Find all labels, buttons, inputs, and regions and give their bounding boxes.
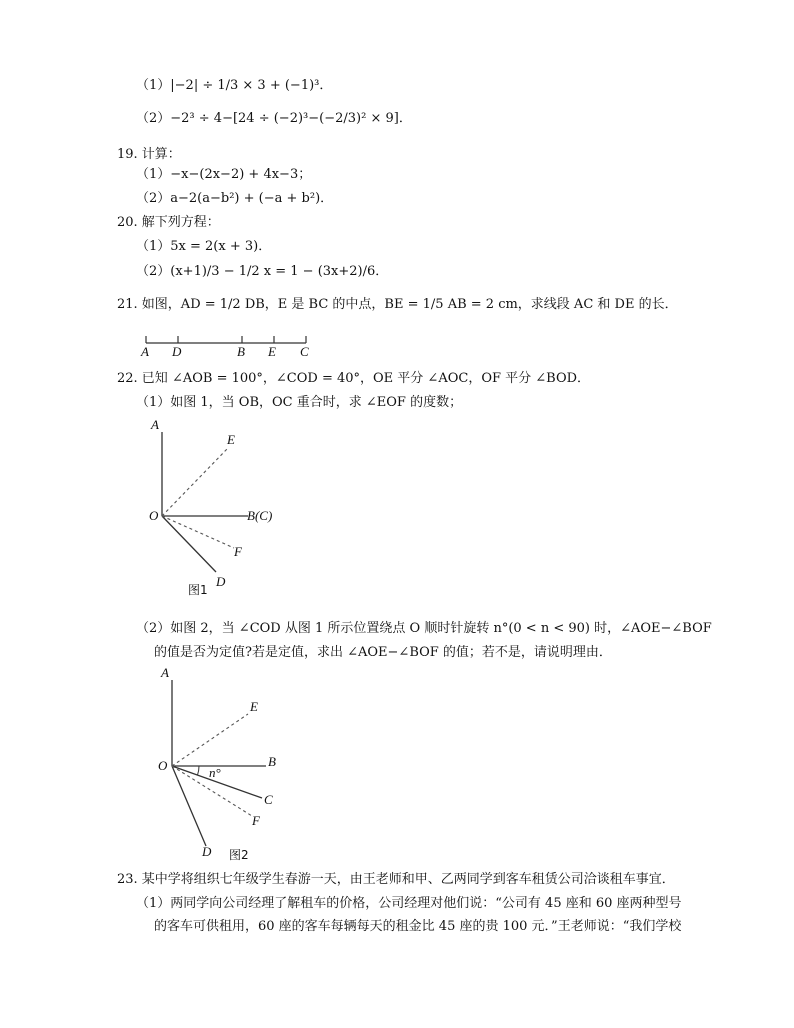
fig2-label-C: C: [264, 792, 273, 807]
q20-part1: （1）5x = 2(x + 3)．: [136, 239, 272, 254]
q22-part1: （1）如图 1，当 OB，OC 重合时，求 ∠EOF 的度数；: [136, 395, 463, 410]
fig1-label-A: A: [151, 417, 159, 432]
fig2-label-A: A: [161, 665, 169, 680]
q21-text: 21. 如图，AD = 1/2 DB，E 是 BC 的中点，BE = 1/5 AB = 2 cm，求线段 AC 和 DE 的长．: [117, 297, 678, 312]
fig1-caption: 图1: [188, 583, 208, 597]
q21-label-B: B: [237, 344, 245, 359]
fig1-label-F: F: [234, 544, 242, 559]
q21-label-D: D: [172, 344, 182, 359]
q21-label-C: C: [300, 344, 309, 359]
q19-part2: （2）a−2(a−b²) + (−a + b²)．: [136, 191, 334, 206]
fig1-label-D: D: [216, 574, 226, 589]
fig2-label-O: O: [158, 758, 168, 773]
q19-part1: （1）−x−(2x−2) + 4x−3；: [136, 167, 312, 182]
fig2-angle-label: n°: [209, 765, 221, 780]
q21-label-E: E: [268, 344, 276, 359]
q23-part1-line2: 的客车可供租用，60 座的客车每辆每天的租金比 45 座的贵 100 元．”王老师说：“我们学校: [154, 919, 682, 934]
q22-text: 22. 已知 ∠AOB = 100°，∠COD = 40°，OE 平分 ∠AOC，OF 平分 ∠BOD．: [117, 371, 591, 386]
fig2-caption: 图2: [229, 848, 249, 862]
q23-part1-line1: （1）两同学向公司经理了解租车的价格，公司经理对他们说：“公司有 45 座和 60 座两种型号: [136, 896, 682, 911]
fig2-label-E: E: [250, 699, 258, 714]
fig2-label-D: D: [202, 844, 212, 859]
fig2-label-B: B: [268, 754, 276, 769]
q22-part2-line1: （2）如图 2，当 ∠COD 从图 1 所示位置绕点 O 顺时针旋转 n°(0 < n < 90) 时，∠AOE−∠BOF: [136, 621, 712, 636]
fig1-label-E: E: [227, 432, 235, 447]
q19-title: 19. 计算：: [117, 147, 181, 162]
q23-title: 23. 某中学将组织七年级学生春游一天，由王老师和甲、乙两同学到客车租赁公司洽谈租车事宜．: [117, 872, 675, 887]
q22-part2-line2: 的值是否为定值?若是定值，求出 ∠AOE−∠BOF 的值；若不是，请说明理由．: [154, 645, 612, 660]
fig1-label-BC: B(C): [247, 508, 273, 523]
q20-title: 20. 解下列方程：: [117, 215, 220, 230]
q18-part2: （2）−2³ ÷ 4−[24 ÷ (−2)³−(−2/3)² × 9]．: [136, 111, 412, 126]
q20-part2: （2）(x+1)/3 − 1/2 x = 1 − (3x+2)/6．: [136, 264, 389, 279]
q18-part1: （1）|−2| ÷ 1/3 × 3 + (−1)³．: [136, 78, 333, 93]
q21-label-A: A: [141, 344, 149, 359]
fig1-label-O: O: [149, 508, 159, 523]
fig2-label-F: F: [252, 813, 260, 828]
